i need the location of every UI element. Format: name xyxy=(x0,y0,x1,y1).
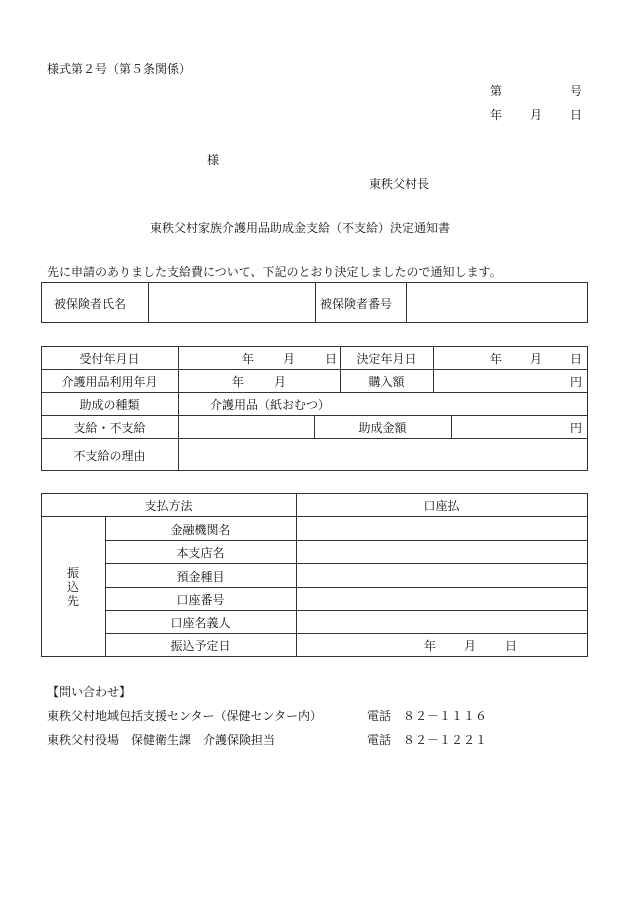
decision-date-label: 決定年月日 xyxy=(356,352,417,366)
issue-date-year: 年 xyxy=(490,108,503,122)
refusal-reason-label: 不支給の理由 xyxy=(73,449,146,463)
transfer-month: 月 xyxy=(464,639,477,653)
issue-date-day: 日 xyxy=(570,108,583,122)
contact-phone-2: 電話 ８２－１２２１ xyxy=(367,733,488,747)
branch-name-label: 本支店名 xyxy=(176,546,225,560)
usage-month-label: 介護用品利用年月 xyxy=(61,375,158,389)
intro-text: 先に申請のありました支給費について、下記のとおり決定しましたので通知します。 xyxy=(47,265,502,279)
contact-org-1: 東秩父村地域包括支援センター（保健センター内） xyxy=(47,709,323,723)
received-day: 日 xyxy=(325,352,338,366)
decision-month: 月 xyxy=(530,352,543,366)
transfer-char-3: 先 xyxy=(66,594,79,608)
decision-year: 年 xyxy=(490,352,503,366)
contact-org-2: 東秩父村役場 保健衛生課 介護保険担当 xyxy=(47,733,276,747)
usage-month: 月 xyxy=(274,375,287,389)
doc-number-dai: 第 xyxy=(490,84,503,98)
contact-phone-1: 電話 ８２－１１１６ xyxy=(367,709,488,723)
received-date-label: 受付年月日 xyxy=(79,352,140,366)
purchase-amount-label: 購入額 xyxy=(368,375,405,389)
issuer: 東秩父村長 xyxy=(369,177,430,191)
subsidy-yen: 円 xyxy=(570,421,583,435)
addressee-suffix: 様 xyxy=(207,153,220,167)
usage-year: 年 xyxy=(232,375,245,389)
issue-date-month: 月 xyxy=(530,108,543,122)
subsidy-type-value: 介護用品（紙おむつ） xyxy=(210,398,331,412)
subsidy-amount-label: 助成金額 xyxy=(358,421,407,435)
payment-method-value: 口座払 xyxy=(423,499,460,513)
contact-heading: 【問い合わせ】 xyxy=(47,685,132,699)
insured-name-label: 被保険者氏名 xyxy=(54,297,127,311)
document-title: 東秩父村家族介護用品助成金支給（不支給）決定通知書 xyxy=(150,221,451,235)
transfer-date-label: 振込予定日 xyxy=(170,639,231,653)
subsidy-type-label: 助成の種類 xyxy=(79,398,140,412)
transfer-destination-label xyxy=(66,566,80,608)
account-holder-label: 口座名義人 xyxy=(170,616,231,630)
insured-number-label: 被保険者番号 xyxy=(320,297,393,311)
decision-day: 日 xyxy=(570,352,583,366)
doc-number-go: 号 xyxy=(570,84,583,98)
account-number-label: 口座番号 xyxy=(176,593,225,607)
decision-status-label: 支給・不支給 xyxy=(73,421,146,435)
transfer-day: 日 xyxy=(505,639,518,653)
received-year: 年 xyxy=(242,352,255,366)
form-number: 様式第２号（第５条関係） xyxy=(47,62,192,76)
deposit-type-label: 預金種目 xyxy=(176,570,225,584)
transfer-char-1: 振 xyxy=(66,566,79,580)
transfer-year: 年 xyxy=(424,639,437,653)
received-month: 月 xyxy=(283,352,296,366)
payment-method-label: 支払方法 xyxy=(144,499,193,513)
purchase-yen: 円 xyxy=(570,375,583,389)
bank-name-label: 金融機関名 xyxy=(170,523,231,537)
transfer-char-2: 込 xyxy=(66,580,79,594)
